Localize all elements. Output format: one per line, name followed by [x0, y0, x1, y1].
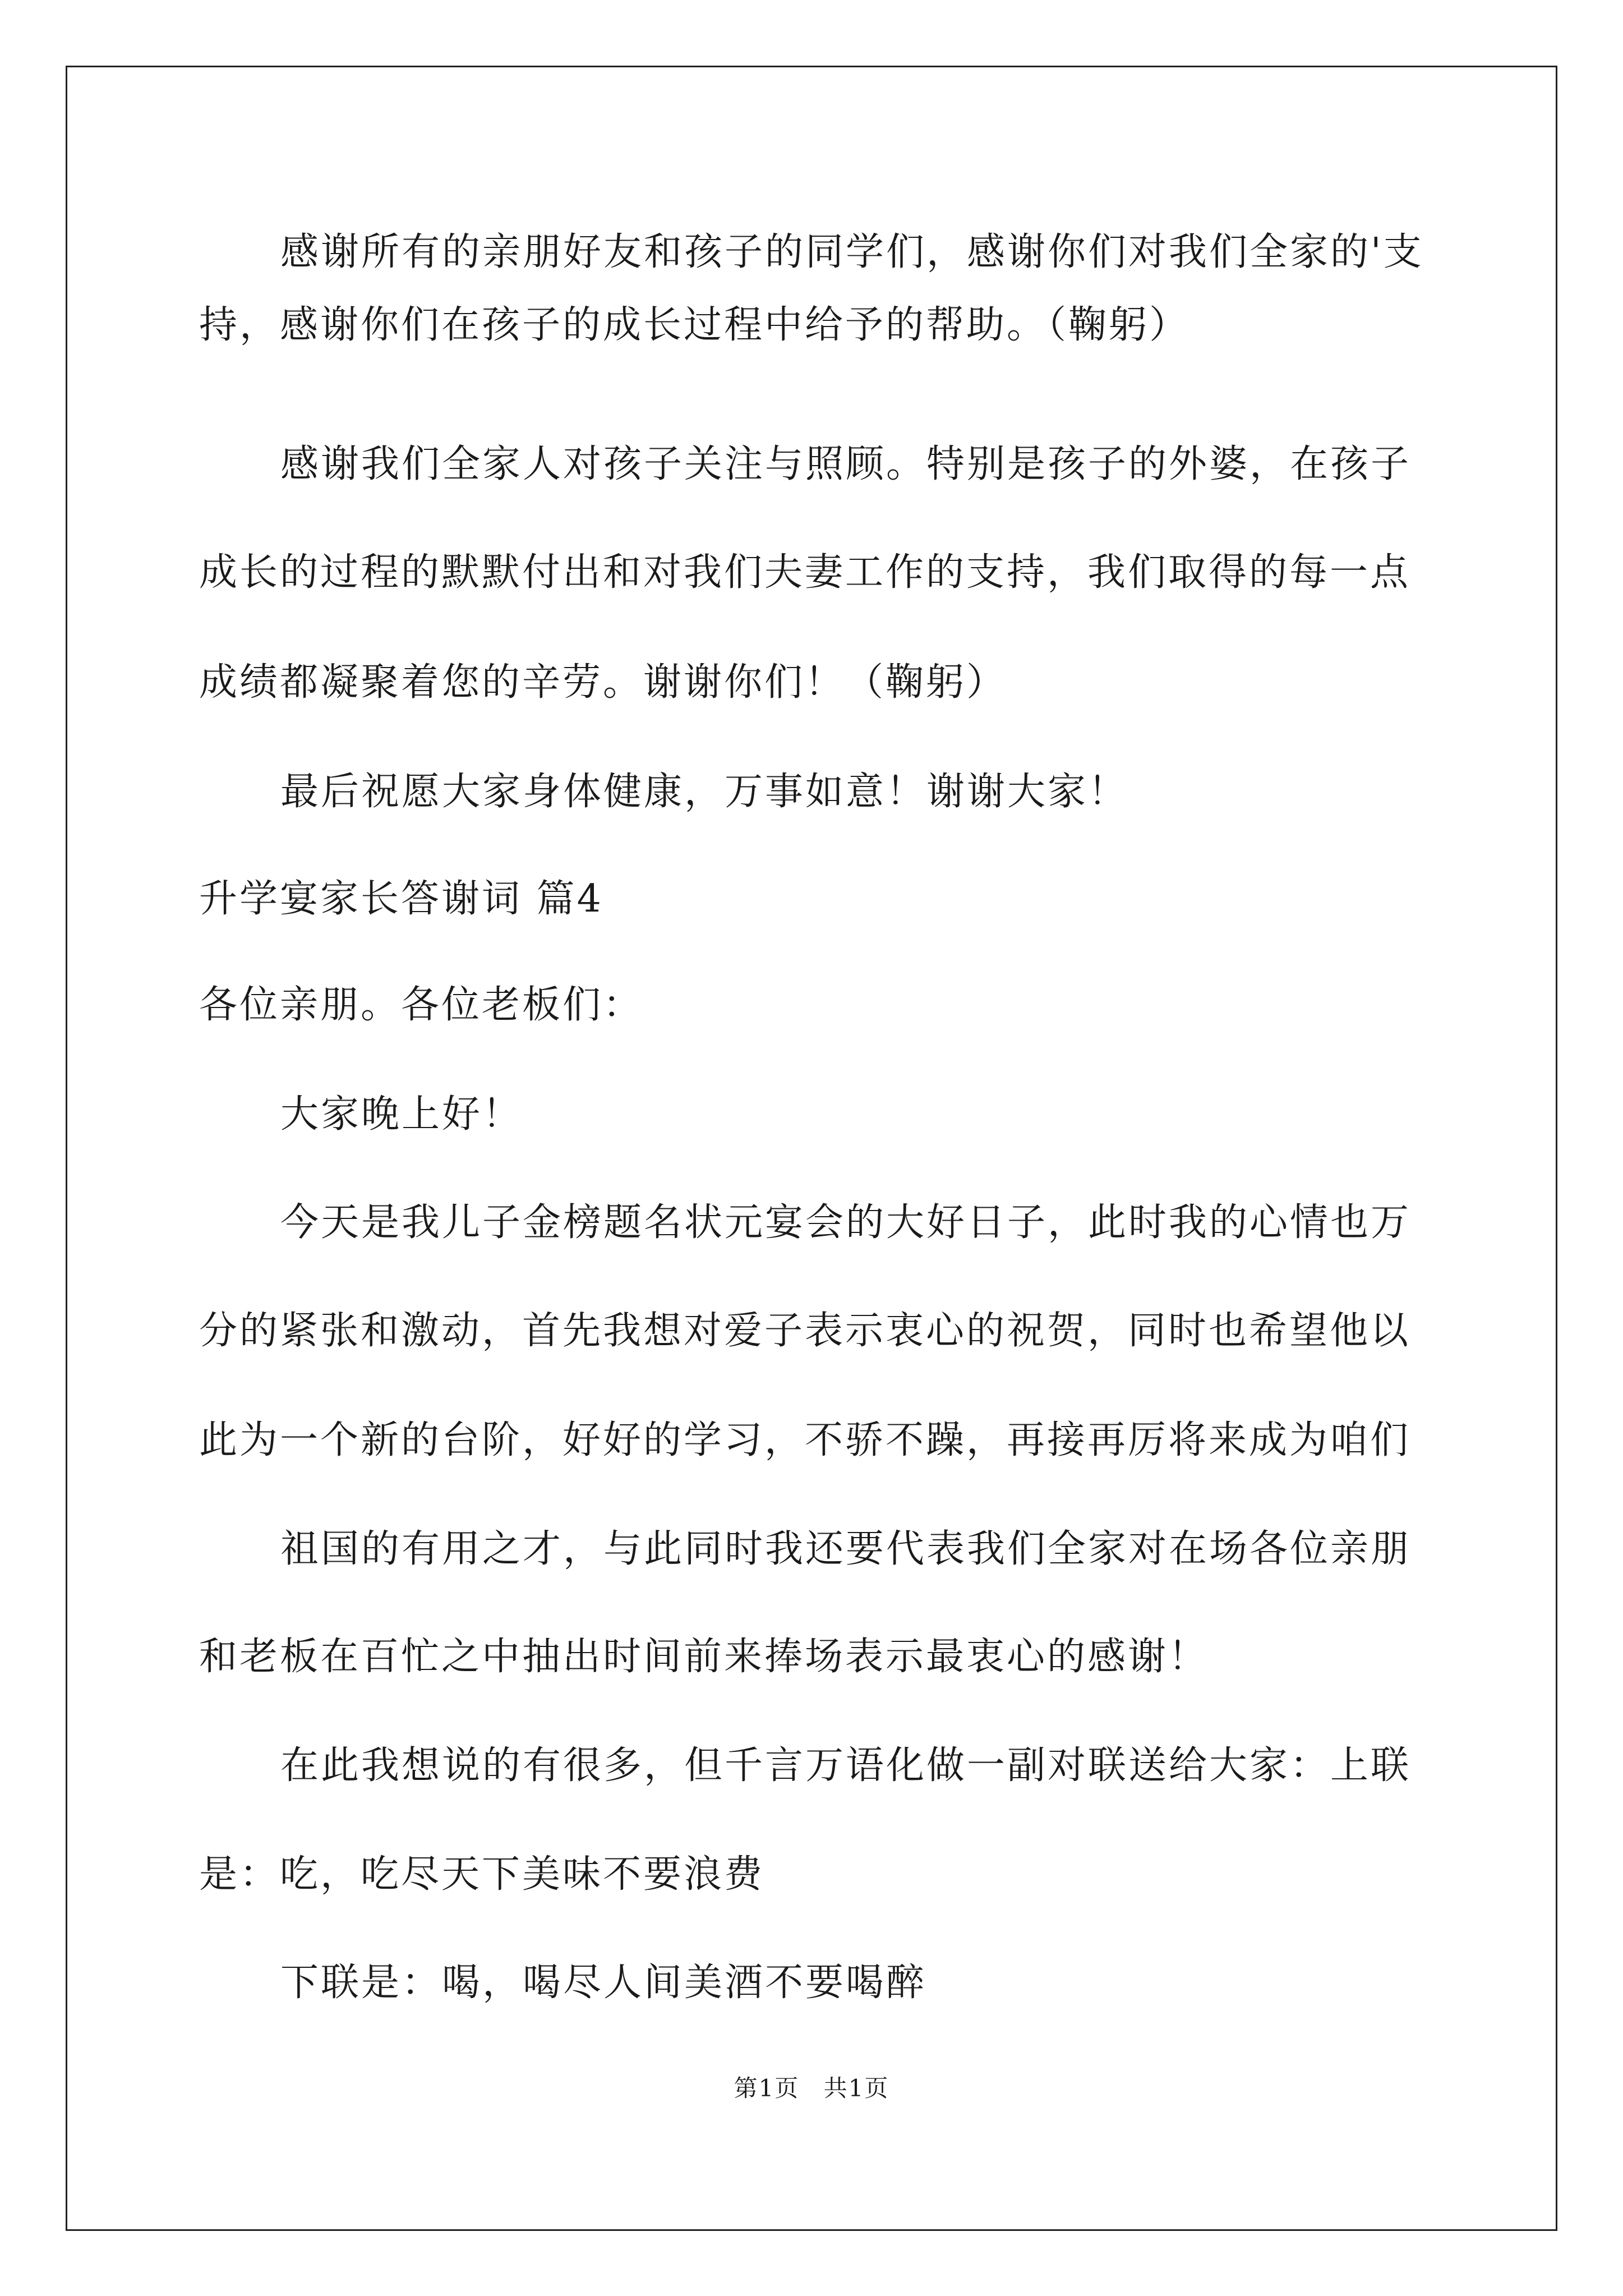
paragraph-line: 和老板在百忙之中抽出时间前来捧场表示最衷心的感谢！ [199, 1635, 1209, 1679]
paragraph-line: 成长的过程的默默付出和对我们夫妻工作的支持，我们取得的每一点 [199, 550, 1411, 595]
page-border [66, 66, 1557, 2231]
paragraph-line: 感谢我们全家人对孩子关注与照顾。特别是孩子的外婆，在孩子 [280, 442, 1412, 486]
paragraph-line: 最后祝愿大家身体健康，万事如意！谢谢大家！ [280, 770, 1129, 814]
page-footer [0, 2073, 1623, 2104]
paragraph-line: 成绩都凝聚着您的辛劳。谢谢你们！（鞠躬） [199, 660, 1007, 705]
page-total: 共1页 [823, 2074, 889, 2102]
paragraph-line: 是：吃，吃尽天下美味不要浪费 [199, 1852, 765, 1897]
paragraph-line: 持，感谢你们在孩子的成长过程中给予的帮助。（鞠躬） [199, 303, 1190, 347]
paragraph-line: 祖国的有用之才，与此同时我还要代表我们全家对在场各位亲朋 [280, 1527, 1412, 1571]
paragraph-line: 在此我想说的有很多，但千言万语化做一副对联送给大家：上联 [280, 1743, 1412, 1788]
salutation: 各位亲朋。各位老板们： [199, 983, 644, 1027]
paragraph-line: 今天是我儿子金榜题名状元宴会的大好日子，此时我的心情也万 [280, 1200, 1412, 1245]
greeting: 大家晚上好！ [280, 1092, 523, 1137]
paragraph-line: 此为一个新的台阶，好好的学习，不骄不躁，再接再厉将来成为咱们 [199, 1418, 1411, 1462]
section-heading: 升学宴家长答谢词 篇4 [199, 877, 603, 921]
paragraph-line: 感谢所有的亲朋好友和孩子的同学们，感谢你们对我们全家的'支 [280, 230, 1424, 274]
paragraph-line: 下联是：喝，喝尽人间美酒不要喝醉 [280, 1961, 927, 2005]
page-number: 第1页 [734, 2074, 800, 2102]
paragraph-line: 分的紧张和激动，首先我想对爱子表示衷心的祝贺，同时也希望他以 [199, 1309, 1411, 1353]
